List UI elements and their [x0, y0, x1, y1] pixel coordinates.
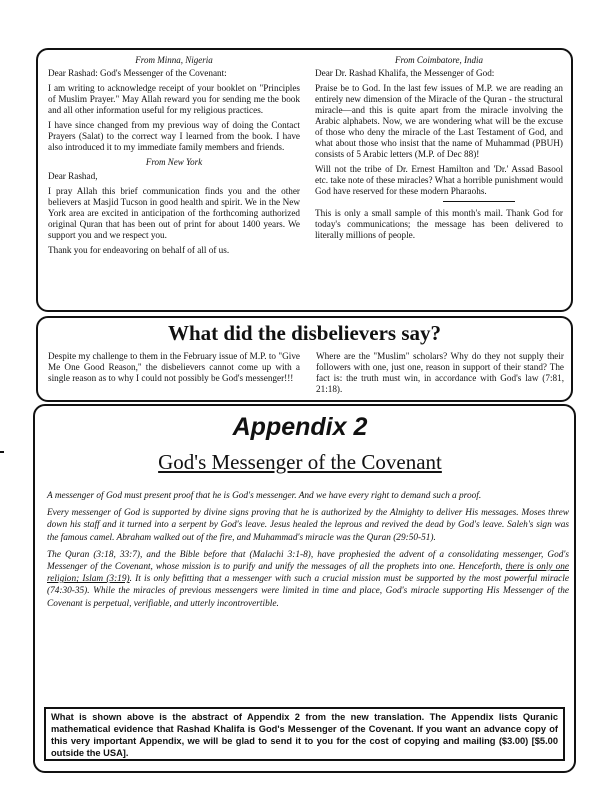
letter-column-right — [315, 55, 563, 245]
letter-paragraph: Thank you for endeavoring on behalf of all of us. — [48, 245, 230, 255]
section-title: What did the disbelievers say? — [167, 321, 442, 345]
letter-salutation: Dear Rashad: God's Messenger of the Covenant: — [48, 68, 227, 78]
letter-column-left — [48, 55, 300, 260]
abstract-text: . It is only befitting that a messenger with such a crucial mission must be supported by the most powerful miracle (74:30-35). While the miracles of previous messengers were limited in time and place, God's miracle supporting His Messenger of the Covenant is perpetual, verifiable, and utterly incontrovertible. — [47, 574, 569, 609]
abstract-paragraph: A messenger of God must present proof that he is God's messenger. And we have every right to demand such a proof. — [47, 491, 482, 501]
letter-paragraph: I pray Allah this brief communication finds you and the other believers at Masjid Tucson in good health and spirit. We in the New York area are excited in anticipation of the forthcoming authorized original Quran that has been out of print for about 1400 years. We support you and we respect you. — [48, 186, 300, 240]
margin-mark — [0, 451, 4, 453]
disbelievers-box — [36, 316, 573, 402]
letter-location: From Coimbatore, India — [394, 55, 484, 65]
letter-paragraph: Will not the tribe of Dr. Ernest Hamilton and 'Dr.' Assad Basool etc. take note of these miracles? What a horrible punishment would God have reserved for these modern Pharaohs. — [315, 164, 563, 196]
abstract-text: The Quran (3:18, 33:7), and the Bible before that (Malachi 3:1-8), have prophesied the advent of a consolidating messenger, God's Messenger of the Covenant, whose mission is to purify and unify the messages of all the prophets into one. Henceforth, — [47, 549, 569, 573]
appendix-subtitle: God's Messenger of the Covenant — [158, 450, 442, 474]
letter-location: From Minna, Nigeria — [135, 55, 213, 65]
letter-salutation: Dear Dr. Rashad Khalifa, the Messenger of God: — [315, 68, 495, 78]
letter-location: From New York — [145, 157, 203, 167]
abstract-paragraph: Every messenger of God is supported by divine signs proving that he is authorized by the Almighty to deliver His messages. Moses threw down his staff and it turned into a serpent by God's leave. Jesus healed the leprous and revived the dead by God's leave. Saleh's sign was the famous camel. Abraham walked out of the fire, and Muhammad's miracle was the Quran (29:50-51). — [47, 508, 569, 543]
appendix-abstract — [47, 490, 569, 615]
letter-salutation: Dear Rashad, — [48, 171, 98, 181]
letter-paragraph: Praise be to God. In the last few issues of M.P. we are reading an entirely new dimension of the Miracle of the Quran - the structural miracle—and this is quite apart from the miracle involving the Arabic alphabets. Now, we are wondering what will be the excuse of those who deny the miracle of the Last Testament of God, and what about those who insist that the name of Muhammad (PBUH) consists of 5 Arabic letters (M.P. of Dec 88)! — [315, 83, 563, 159]
abstract-underlined-text: there is only one religion; Islam (3:19) — [47, 562, 569, 585]
disbelievers-left-text: Despite my challenge to them in the February issue of M.P. to "Give Me One Good Reason," the disbelievers cannot come up with a single reason as to why I could not possibly be God's messenger!!! — [48, 351, 300, 383]
letter-paragraph: This is only a small sample of this month's mail. Thank God for today's communications; the message has been delivered to literally millions of people. — [315, 208, 563, 240]
letter-paragraph: I have since changed from my previous way of doing the Contact Prayers (Salat) to the correct way I learned from the book. I have also introduced it to my immediate family members and friends. — [48, 120, 300, 152]
divider — [443, 201, 515, 202]
letters-box — [36, 48, 573, 312]
letter-paragraph: I am writing to acknowledge receipt of your booklet on "Principles of Muslim Prayer." May Allah reward you for sending me the book and all other information useful for my religious practices. — [48, 83, 300, 115]
disbelievers-right-text: Where are the "Muslim" scholars? Why do they not supply their followers with one, just one, reason in support of their stand? The fact is: the truth must win, in accordance with God's law (7:81, 21:18). — [316, 351, 564, 394]
appendix-notice: What is shown above is the abstract of Appendix 2 from the new translation. The Appendix lists Quranic mathematical evidence that Rashad Khalifa is God's Messenger of the Covenant. If you want an advance copy of this very important Appendix, we will be glad to send it to you for the cost of copying and mailing ($3.00) [$5.00 outside the USA]. — [44, 707, 565, 761]
appendix-heading: Appendix 2 — [232, 413, 368, 441]
abstract-paragraph — [47, 549, 569, 610]
